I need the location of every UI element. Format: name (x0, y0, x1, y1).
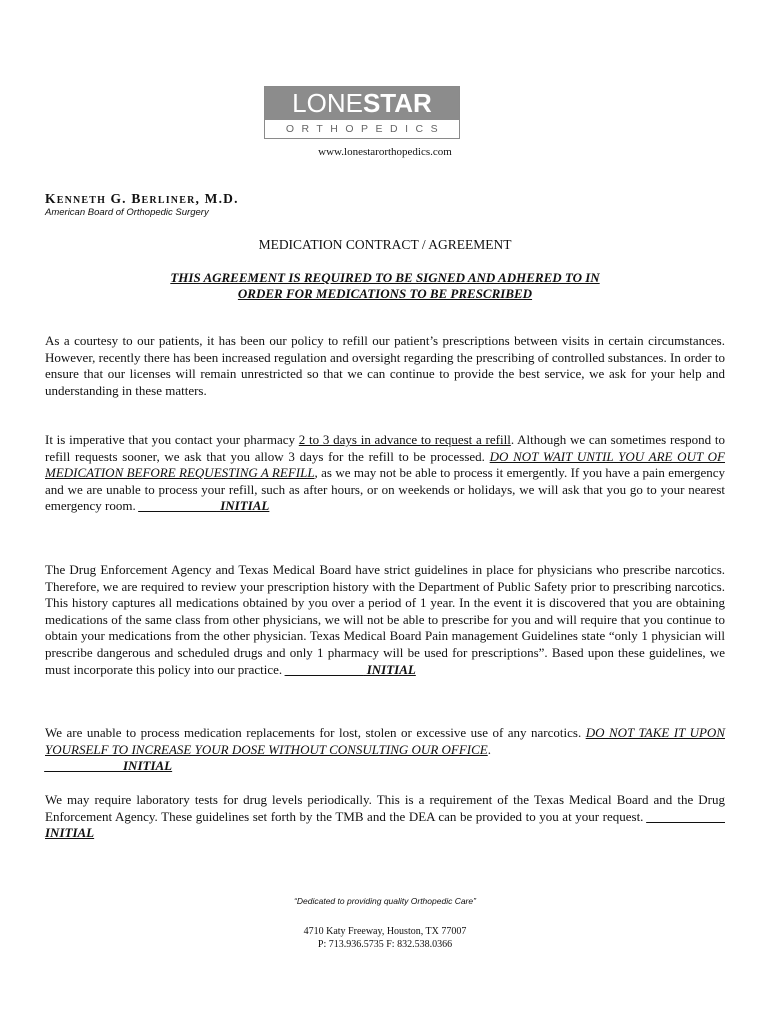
initial-label: INITIAL (216, 498, 270, 514)
initial-field-refill[interactable] (139, 498, 269, 513)
name-cap-k: K (45, 191, 57, 206)
refill-advance-notice: 2 to 3 days in advance to request a refill (298, 432, 511, 447)
footer-address-block (0, 925, 770, 951)
refill-text-a: It is imperative that you contact your pharmacy (45, 432, 299, 447)
logo-star: STAR (362, 88, 432, 118)
logo-orthopedics: ORTHOPEDICS (285, 123, 446, 135)
document-title: MEDICATION CONTRACT / AGREEMENT (258, 237, 512, 252)
name-cap-gb: G. B (110, 191, 142, 206)
replacements-text-c: . (487, 741, 491, 757)
name-rest-berliner: ERLINER (141, 195, 196, 206)
dose-warning: DO NOT TAKE IT UPON YOURSELF TO INCREASE YOUR DOSE WITHOUT CONSULTING OUR OFFICE (45, 725, 725, 757)
document-subtitle (120, 270, 650, 302)
initial-label: INITIAL (363, 661, 416, 677)
paragraph-replacements (45, 725, 725, 775)
lab-tests-text: We may require laboratory tests for drug levels periodically. This is a requirement of the Texas Medical Board and the Drug Enforcement Agency. These guidelines set forth by the TMB and the DEA can be provided to you at your request. (45, 792, 725, 824)
paragraph-refill (45, 432, 725, 515)
footer-motto: “Dedicated to providing quality Orthopedic Care” (294, 896, 476, 906)
refill-warning: DO NOT WAIT UNTIL YOU ARE OUT OF MEDICATION BEFORE REQUESTING A REFILL (45, 448, 725, 481)
footer-phone: P: 713.936.5735 F: 832.538.0366 (317, 939, 453, 950)
footer-address: 4710 Katy Freeway, Houston, TX 77007 (303, 926, 467, 937)
lonestar-logo (264, 86, 460, 139)
initial-label: INITIAL (45, 825, 95, 841)
doctor-credential: American Board of Orthopedic Surgery (45, 207, 209, 218)
subtitle-line-1: THIS AGREEMENT IS REQUIRED TO BE SIGNED AND ADHERED TO IN (170, 270, 600, 285)
replacements-text-a: We are unable to process medication replacements for lost, stolen or excessive use of any narcotics. (45, 725, 586, 740)
refill-text-e: , as we may not be able to process it emergently. If you have a pain emergency and we are unable to process your refill, such as after hours, or on weekends or holidays, we will ask that you go to your nearest emergency room. (45, 465, 725, 514)
initial-blank[interactable]: ____________ (138, 498, 217, 514)
logo-wordmark (265, 87, 459, 120)
name-rest-kenneth: ENNETH (56, 195, 107, 206)
paragraph-dea (45, 562, 725, 678)
initial-blank[interactable]: ____________ (45, 758, 123, 774)
website-url: www.lonestarorthopedics.com (318, 146, 452, 158)
name-tail: , M.D. (195, 191, 239, 206)
initial-blank[interactable]: ____________ (285, 661, 364, 677)
paragraph-lab-tests (45, 792, 725, 842)
initial-field-dea[interactable] (285, 662, 415, 677)
initial-blank[interactable]: ____________ (647, 808, 725, 824)
doctor-name (45, 191, 239, 207)
refill-text-c: . Although we can sometimes respond to refill requests sooner, we ask that you allow 3 days for the refill to be processed. (45, 432, 726, 464)
paragraph-courtesy: As a courtesy to our patients, it has been our policy to refill our patient’s prescriptions between visits in certain circumstances. However, recently there has been increased regulation and oversight regarding the prescribing of controlled substances. In order to ensure that our licenses will remain unrestricted so that we can continue to provide the best service, we ask for your help and understanding in these matters. (45, 333, 725, 398)
initial-label: INITIAL (123, 758, 173, 774)
subtitle-line-2: ORDER FOR MEDICATIONS TO BE PRESCRIBED (237, 286, 533, 301)
dea-text: The Drug Enforcement Agency and Texas Medical Board have strict guidelines in place for physicians who prescribe narcotics. Therefore, we are required to review your prescription history with the Department of Public Safety prior to prescribing narcotics. This history captures all medications obtained by you over a period of 1 year. In the event it is discovered that you are obtaining medications of the same class from other physicians, we will not be able to prescribe for you and will require that you continue to obtain your medications from the other physician. Texas Medical Board Pain management Guidelines state “only 1 physician will prescribe dangerous and scheduled drugs and only 1 pharmacy will be used for prescriptions”. Based upon these guidelines, we must incorporate this policy into our practice. (45, 562, 725, 677)
logo-lone: LONE (292, 88, 363, 118)
initial-field-replacements[interactable] (45, 758, 172, 773)
